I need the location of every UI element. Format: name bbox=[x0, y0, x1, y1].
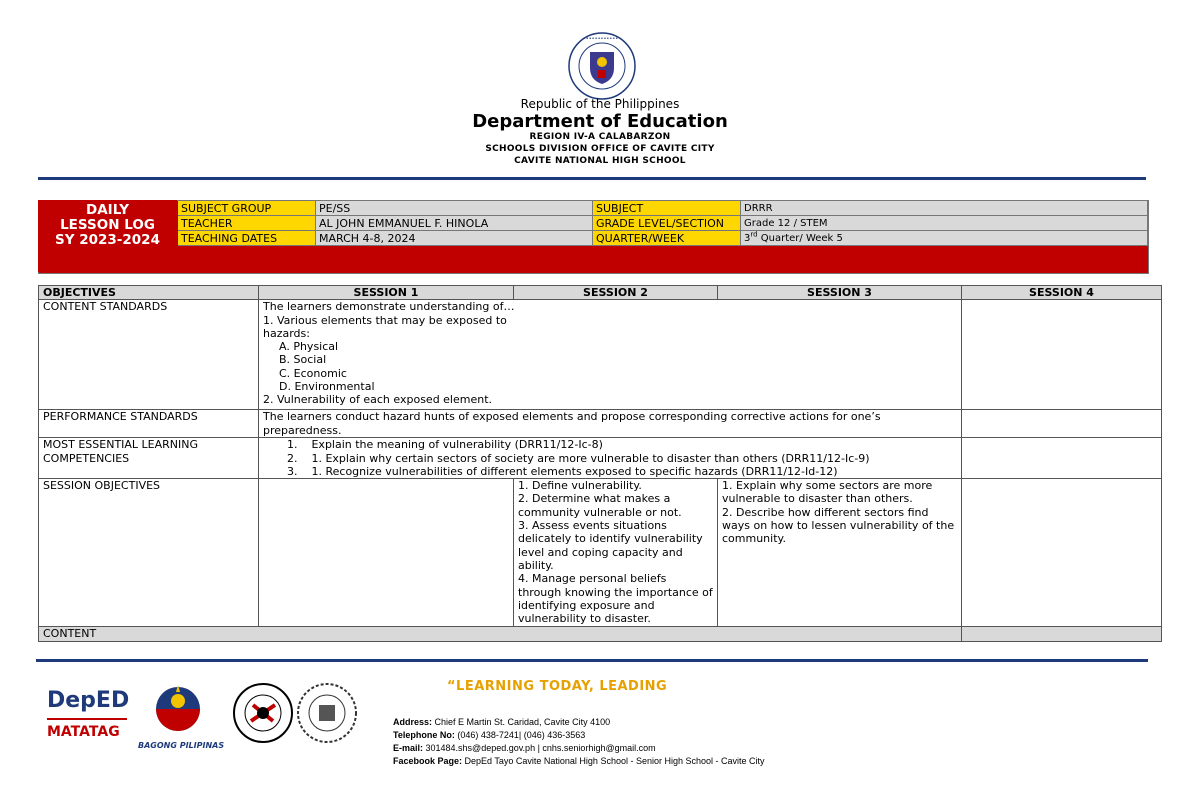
school-motto: “LEARNING TODAY, LEADING bbox=[447, 679, 668, 694]
dll-line-3: SY 2023-2024 bbox=[55, 232, 160, 248]
cs-intro: The learners demonstrate understanding of… bbox=[263, 300, 515, 314]
objectives-table bbox=[38, 285, 1162, 642]
session-objectives-label: SESSION OBJECTIVES bbox=[39, 479, 259, 627]
deped-seal-logo bbox=[568, 32, 636, 100]
telephone-line bbox=[393, 729, 765, 742]
subject-group-label: SUBJECT GROUP bbox=[178, 201, 316, 216]
header-session-4: SESSION 4 bbox=[962, 286, 1162, 300]
list-item: D. Environmental bbox=[279, 380, 375, 394]
performance-standards-label: PERFORMANCE STANDARDS bbox=[39, 410, 259, 438]
content-label: CONTENT bbox=[39, 627, 962, 642]
teacher-label: TEACHER bbox=[178, 216, 316, 231]
address-label: Address: bbox=[393, 717, 433, 727]
quarter-label: QUARTER/WEEK bbox=[593, 231, 741, 246]
matatag-text: MATATAG bbox=[47, 724, 120, 740]
telephone-label: Telephone No: bbox=[393, 730, 455, 740]
list-item: A. Physical bbox=[279, 340, 339, 354]
subject-value: DRRR bbox=[741, 201, 1148, 216]
cnhs-seal-logo bbox=[233, 683, 293, 743]
subject-group-value: PE/SS bbox=[316, 201, 593, 216]
list-item: 1. Explain the meaning of vulnerability (DRR11/12-Ic-8) bbox=[287, 438, 603, 452]
grade-label: GRADE LEVEL/SECTION bbox=[593, 216, 741, 231]
session-4-cell bbox=[962, 410, 1162, 438]
cnhs-shs-seal-logo bbox=[297, 683, 357, 743]
quarter-number: 3 bbox=[744, 233, 751, 244]
quarter-text: Quarter/ Week 5 bbox=[757, 233, 843, 244]
address-value: Chief E Martin St. Caridad, Cavite City 4100 bbox=[432, 717, 611, 727]
cs-item-2: 2. Vulnerability of each exposed element. bbox=[263, 393, 493, 407]
session-1-objectives bbox=[259, 479, 514, 627]
school-heading: CAVITE NATIONAL HIGH SCHOOL bbox=[514, 156, 686, 166]
republic-heading: Republic of the Philippines bbox=[520, 97, 680, 111]
teaching-dates-label: TEACHING DATES bbox=[178, 231, 316, 246]
list-item: 2. 1. Explain why certain sectors of society are more vulnerable to disaster than others (DRR11/12-Ic-9) bbox=[287, 451, 870, 465]
facebook-value: DepEd Tayo Cavite National High School - Senior High School - Cavite City bbox=[462, 756, 765, 766]
session-3-objectives: 1. Explain why some sectors are more vulnerable to disaster than others. 2. Describe how different sectors find ways on how to lessen vulnerability of the community. bbox=[718, 479, 962, 627]
content-standards-label: CONTENT STANDARDS bbox=[39, 300, 259, 410]
table-row bbox=[39, 410, 1162, 438]
contact-info bbox=[393, 716, 765, 768]
table-row bbox=[39, 627, 1162, 642]
melc-label: MOST ESSENTIAL LEARNING COMPETENCIES bbox=[39, 438, 259, 479]
footer-divider bbox=[36, 659, 1148, 662]
melc-cell bbox=[259, 438, 962, 479]
list-item: C. Economic bbox=[279, 366, 347, 380]
svg-text:•••••••••••••: ••••••••••••• bbox=[582, 36, 622, 42]
address-line bbox=[393, 716, 765, 729]
teaching-dates-value: MARCH 4-8, 2024 bbox=[316, 231, 593, 246]
facebook-label: Facebook Page: bbox=[393, 756, 463, 766]
email-value: 301484.shs@deped.gov.ph | cnhs.seniorhigh@gmail.com bbox=[423, 743, 656, 753]
table-header-row bbox=[39, 286, 1162, 300]
header-divider bbox=[38, 177, 1146, 180]
table-row bbox=[39, 438, 1162, 479]
content-standards-cell bbox=[259, 300, 962, 410]
teacher-value: AL JOHN EMMANUEL F. HINOLA bbox=[316, 216, 593, 231]
subject-label: SUBJECT bbox=[593, 201, 741, 216]
lesson-info-table bbox=[38, 200, 1149, 274]
grade-value: Grade 12 / STEM bbox=[741, 216, 1148, 231]
session-4-cell bbox=[962, 300, 1162, 410]
list-item: B. Social bbox=[279, 353, 327, 367]
email-line bbox=[393, 742, 765, 755]
department-heading: Department of Education bbox=[472, 111, 728, 132]
bagong-pilipinas-logo bbox=[142, 683, 214, 733]
session-2-objectives: 1. Define vulnerability. 2. Determine what makes a community vulnerable or not. 3. Assess events situations delicately to identify vulnerability level and coping capacity and ability. 4. Manage personal beliefs through knowing the importance of identifying exposure and vulnerability to disaster. bbox=[514, 479, 718, 627]
quarter-suffix: rd bbox=[750, 231, 758, 239]
region-heading: REGION IV-A CALABARZON bbox=[529, 132, 671, 142]
table-row bbox=[39, 479, 1162, 627]
list-item: 3. 1. Recognize vulnerabilities of different elements exposed to specific hazards (DRR11/12-Id-12) bbox=[287, 464, 838, 478]
melc-list bbox=[263, 438, 957, 478]
telephone-value: (046) 438-7241| (046) 436-3563 bbox=[454, 730, 586, 740]
email-label: E-mail: bbox=[393, 743, 424, 753]
header-objectives: OBJECTIVES bbox=[39, 286, 259, 300]
performance-standards-text: The learners conduct hazard hunts of exposed elements and propose corresponding corrective actions for one’s preparedness. bbox=[259, 410, 962, 438]
session-4-objectives bbox=[962, 479, 1162, 627]
session-4-cell bbox=[962, 438, 1162, 479]
logo-divider bbox=[47, 718, 127, 720]
session-4-cell bbox=[962, 627, 1162, 642]
header-session-3: SESSION 3 bbox=[718, 286, 962, 300]
cs-sublist bbox=[263, 340, 525, 393]
table-row bbox=[39, 300, 1162, 410]
deped-logo-text: DepED bbox=[47, 688, 130, 713]
deped-matatag-logo bbox=[47, 688, 130, 752]
bagong-pilipinas-text: BAGONG PILIPINAS bbox=[138, 741, 225, 750]
daily-lesson-log-title bbox=[38, 200, 177, 272]
dll-line-2: LESSON LOG bbox=[60, 217, 155, 233]
division-heading: SCHOOLS DIVISION OFFICE OF CAVITE CITY bbox=[485, 144, 715, 154]
dll-line-1: DAILY bbox=[86, 202, 129, 218]
header-session-2: SESSION 2 bbox=[514, 286, 718, 300]
header-session-1: SESSION 1 bbox=[259, 286, 514, 300]
facebook-line bbox=[393, 755, 765, 768]
quarter-value bbox=[741, 231, 1148, 246]
cs-item-1: 1. Various elements that may be exposed to hazards: bbox=[263, 313, 507, 340]
